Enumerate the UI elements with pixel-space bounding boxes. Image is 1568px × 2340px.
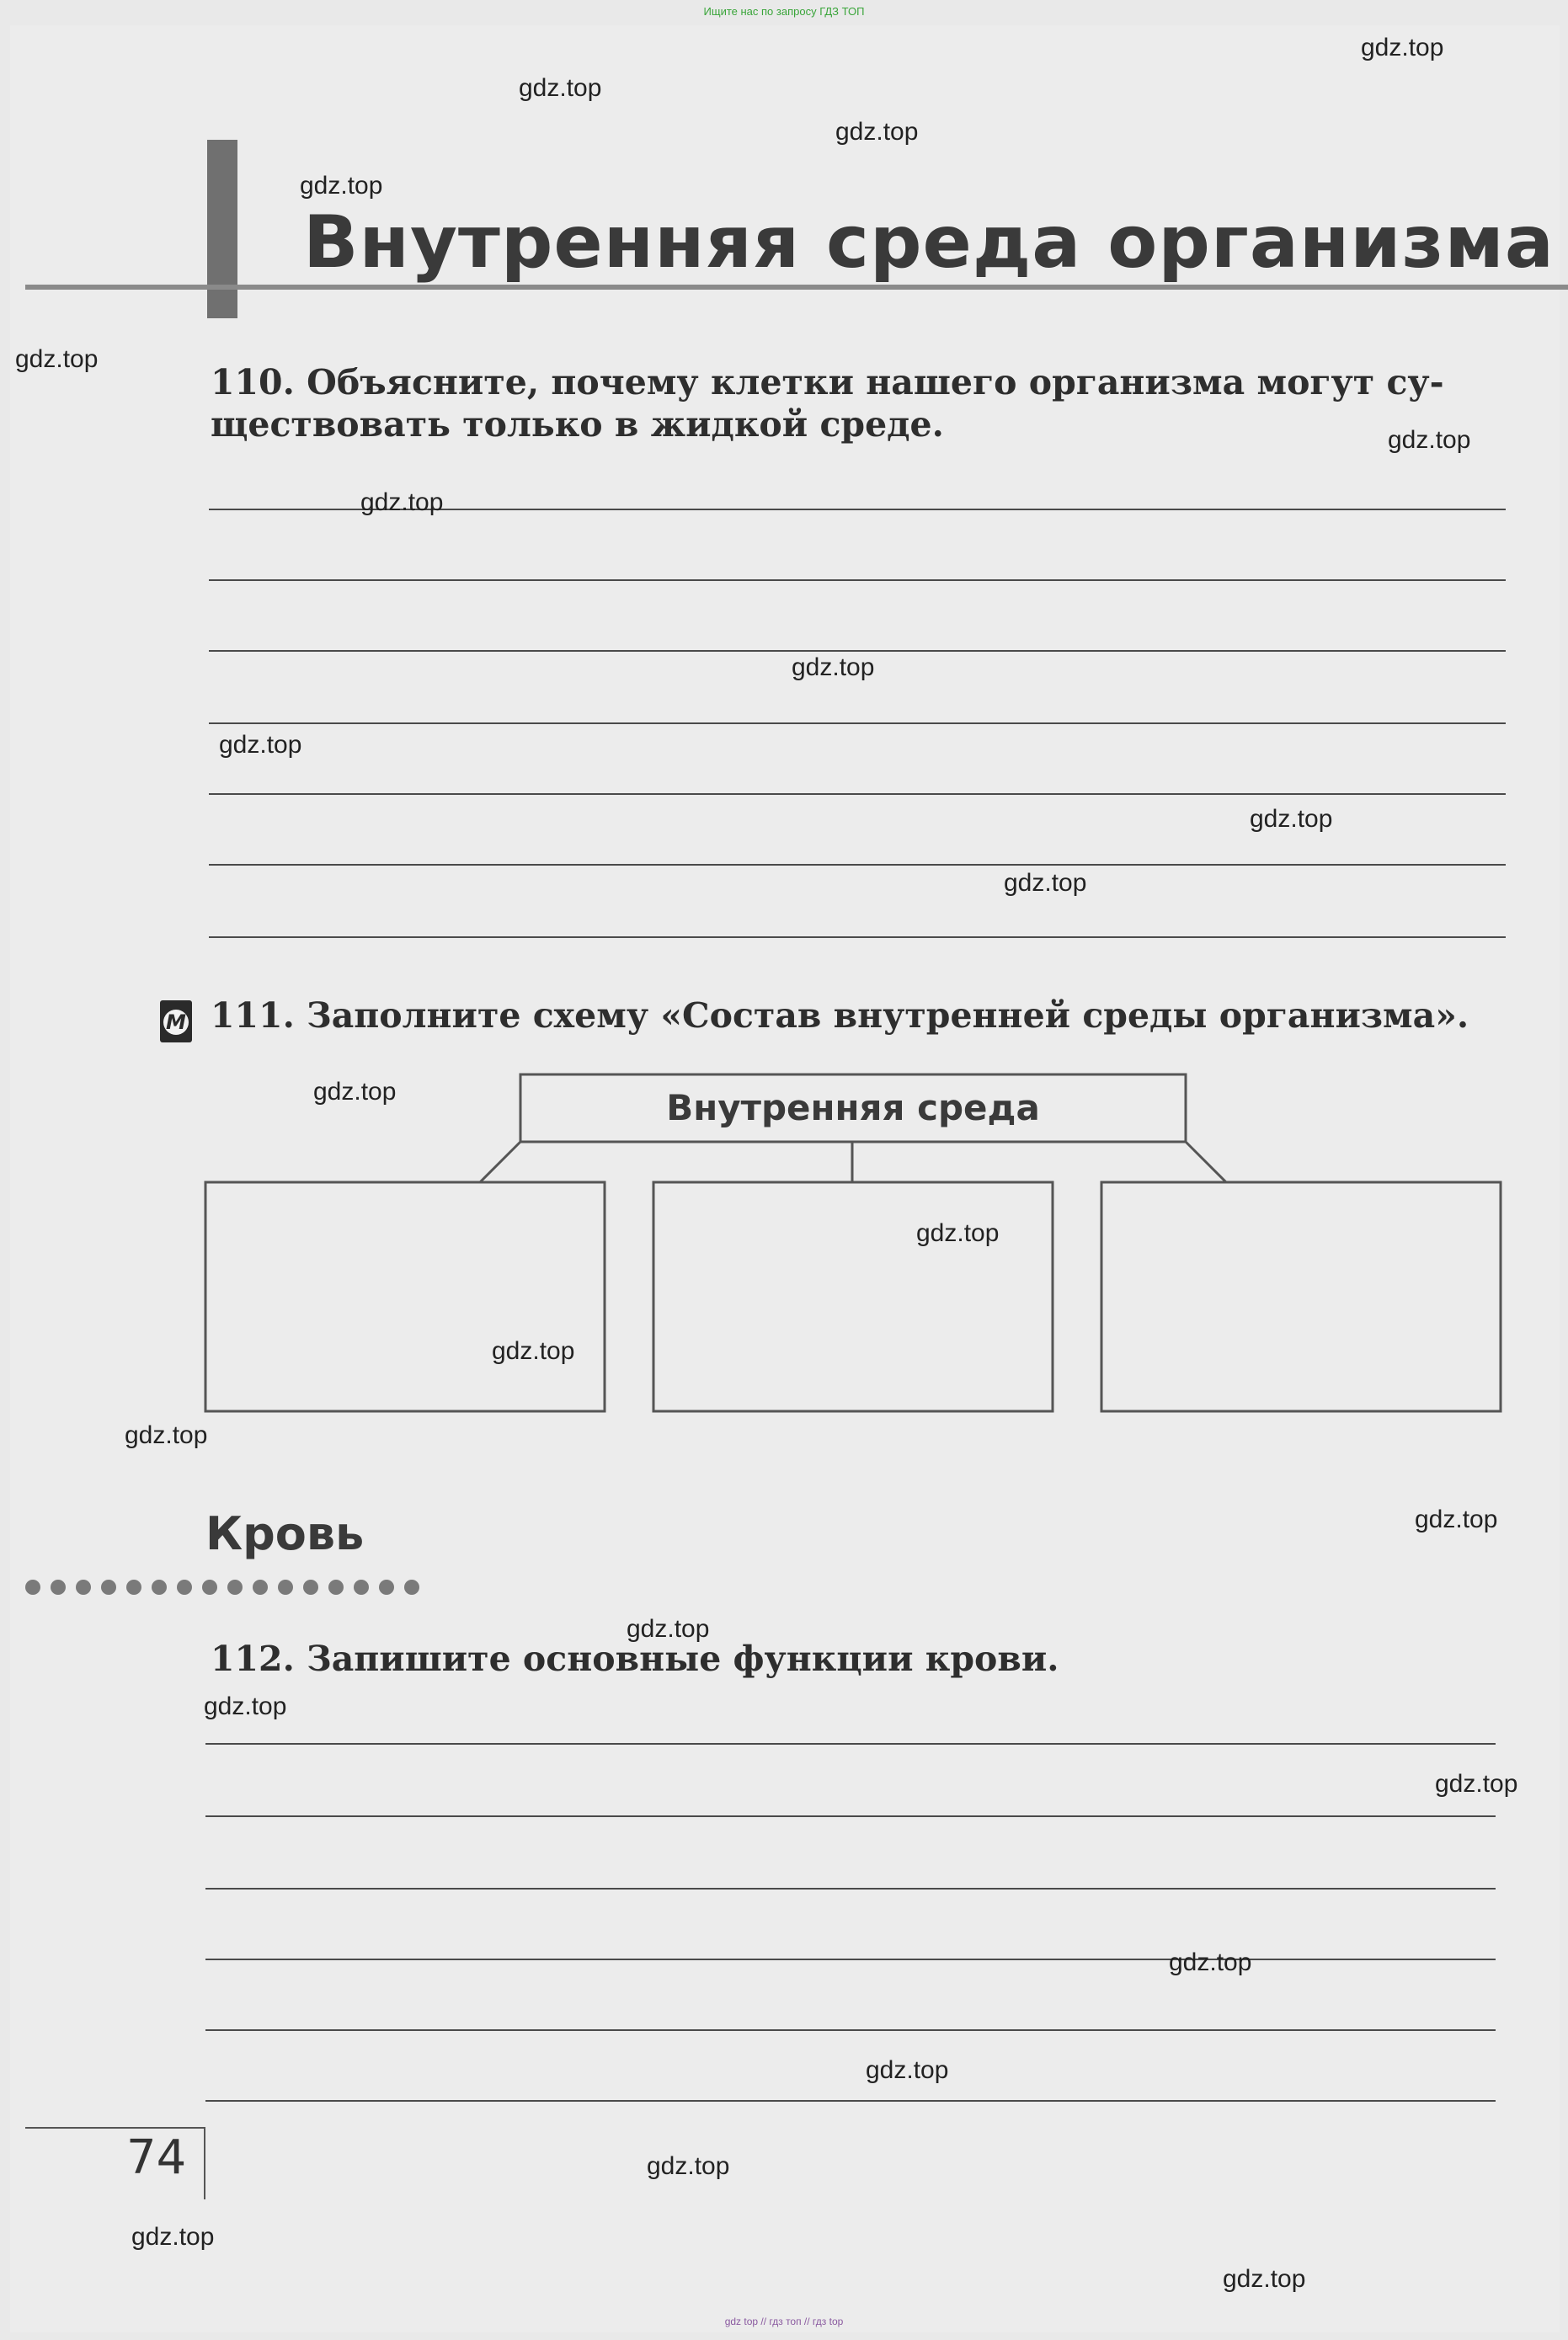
watermark: gdz.top — [835, 118, 919, 146]
task-110-line2 — [211, 402, 1507, 446]
answer-line[interactable] — [209, 722, 1506, 724]
scheme-answer-box-2[interactable] — [653, 1182, 1053, 1411]
watermark: gdz.top — [1361, 34, 1444, 61]
watermark: gdz.top — [204, 1692, 287, 1720]
task-112 — [211, 1637, 1507, 1681]
section-title: Кровь — [205, 1507, 365, 1560]
watermark: gdz.top — [360, 488, 444, 516]
top-notice: Ищите нас по запросу ГДЗ ТОП — [703, 5, 865, 18]
page-number-rule — [25, 2127, 205, 2129]
watermark: gdz.top — [647, 2152, 730, 2180]
answer-line[interactable] — [205, 1815, 1496, 1817]
watermark: gdz.top — [125, 1421, 208, 1449]
scheme-head-label: Внутренняя среда — [666, 1087, 1040, 1128]
watermark: gdz.top — [1004, 869, 1087, 897]
answer-line[interactable] — [205, 2100, 1496, 2102]
method-badge-icon: М — [160, 1000, 192, 1042]
watermark: gdz.top — [792, 653, 875, 681]
answer-line[interactable] — [209, 936, 1506, 938]
task-112-number: 112. — [211, 1639, 295, 1679]
watermark: gdz.top — [492, 1337, 575, 1365]
answer-line[interactable] — [209, 650, 1506, 652]
watermark: gdz.top — [1169, 1948, 1252, 1976]
task-110-text-line2: ществовать только в жидкой среде. — [211, 404, 944, 445]
scheme-answer-box-1[interactable] — [205, 1182, 605, 1411]
title-rule — [25, 285, 1568, 290]
bottom-notice: gdz top // гдз топ // гдз top — [724, 2316, 844, 2327]
task-110-text-line1: Объясните, почему клетки нашего организма могут су- — [307, 362, 1444, 402]
watermark: gdz.top — [627, 1615, 710, 1643]
watermark: gdz.top — [519, 74, 602, 102]
scheme-answer-box-3[interactable] — [1101, 1182, 1501, 1411]
watermark: gdz.top — [1435, 1770, 1518, 1798]
answer-line[interactable] — [209, 793, 1506, 795]
task-111-text: Заполните схему «Состав внутренней среды организма». — [307, 995, 1469, 1036]
answer-line[interactable] — [209, 579, 1506, 581]
task-110 — [211, 360, 1507, 404]
watermark: gdz.top — [916, 1219, 1000, 1247]
task-111-number: 111. — [211, 995, 295, 1036]
watermark: gdz.top — [1388, 426, 1471, 454]
watermark: gdz.top — [1415, 1506, 1498, 1533]
watermark: gdz.top — [1223, 2265, 1306, 2293]
watermark: gdz.top — [131, 2223, 215, 2251]
task-111 — [211, 994, 1524, 1037]
answer-line[interactable] — [205, 1959, 1496, 1960]
answer-line[interactable] — [205, 2029, 1496, 2031]
watermark: gdz.top — [1250, 805, 1333, 833]
page-title: Внутренняя среда организма — [303, 200, 1555, 285]
answer-line[interactable] — [209, 864, 1506, 866]
watermark: gdz.top — [15, 345, 99, 373]
task-112-text: Запишите основные функции крови. — [307, 1639, 1059, 1679]
page-number: 74 — [126, 2130, 187, 2185]
task-110-number: 110. — [211, 362, 295, 402]
watermark: gdz.top — [219, 731, 302, 759]
title-accent-bar — [207, 140, 237, 318]
watermark: gdz.top — [866, 2056, 949, 2084]
watermark: gdz.top — [313, 1078, 397, 1106]
answer-line[interactable] — [205, 1743, 1496, 1745]
page-number-rule-vertical — [204, 2127, 205, 2199]
watermark: gdz.top — [300, 172, 383, 200]
answer-line[interactable] — [205, 1888, 1496, 1890]
